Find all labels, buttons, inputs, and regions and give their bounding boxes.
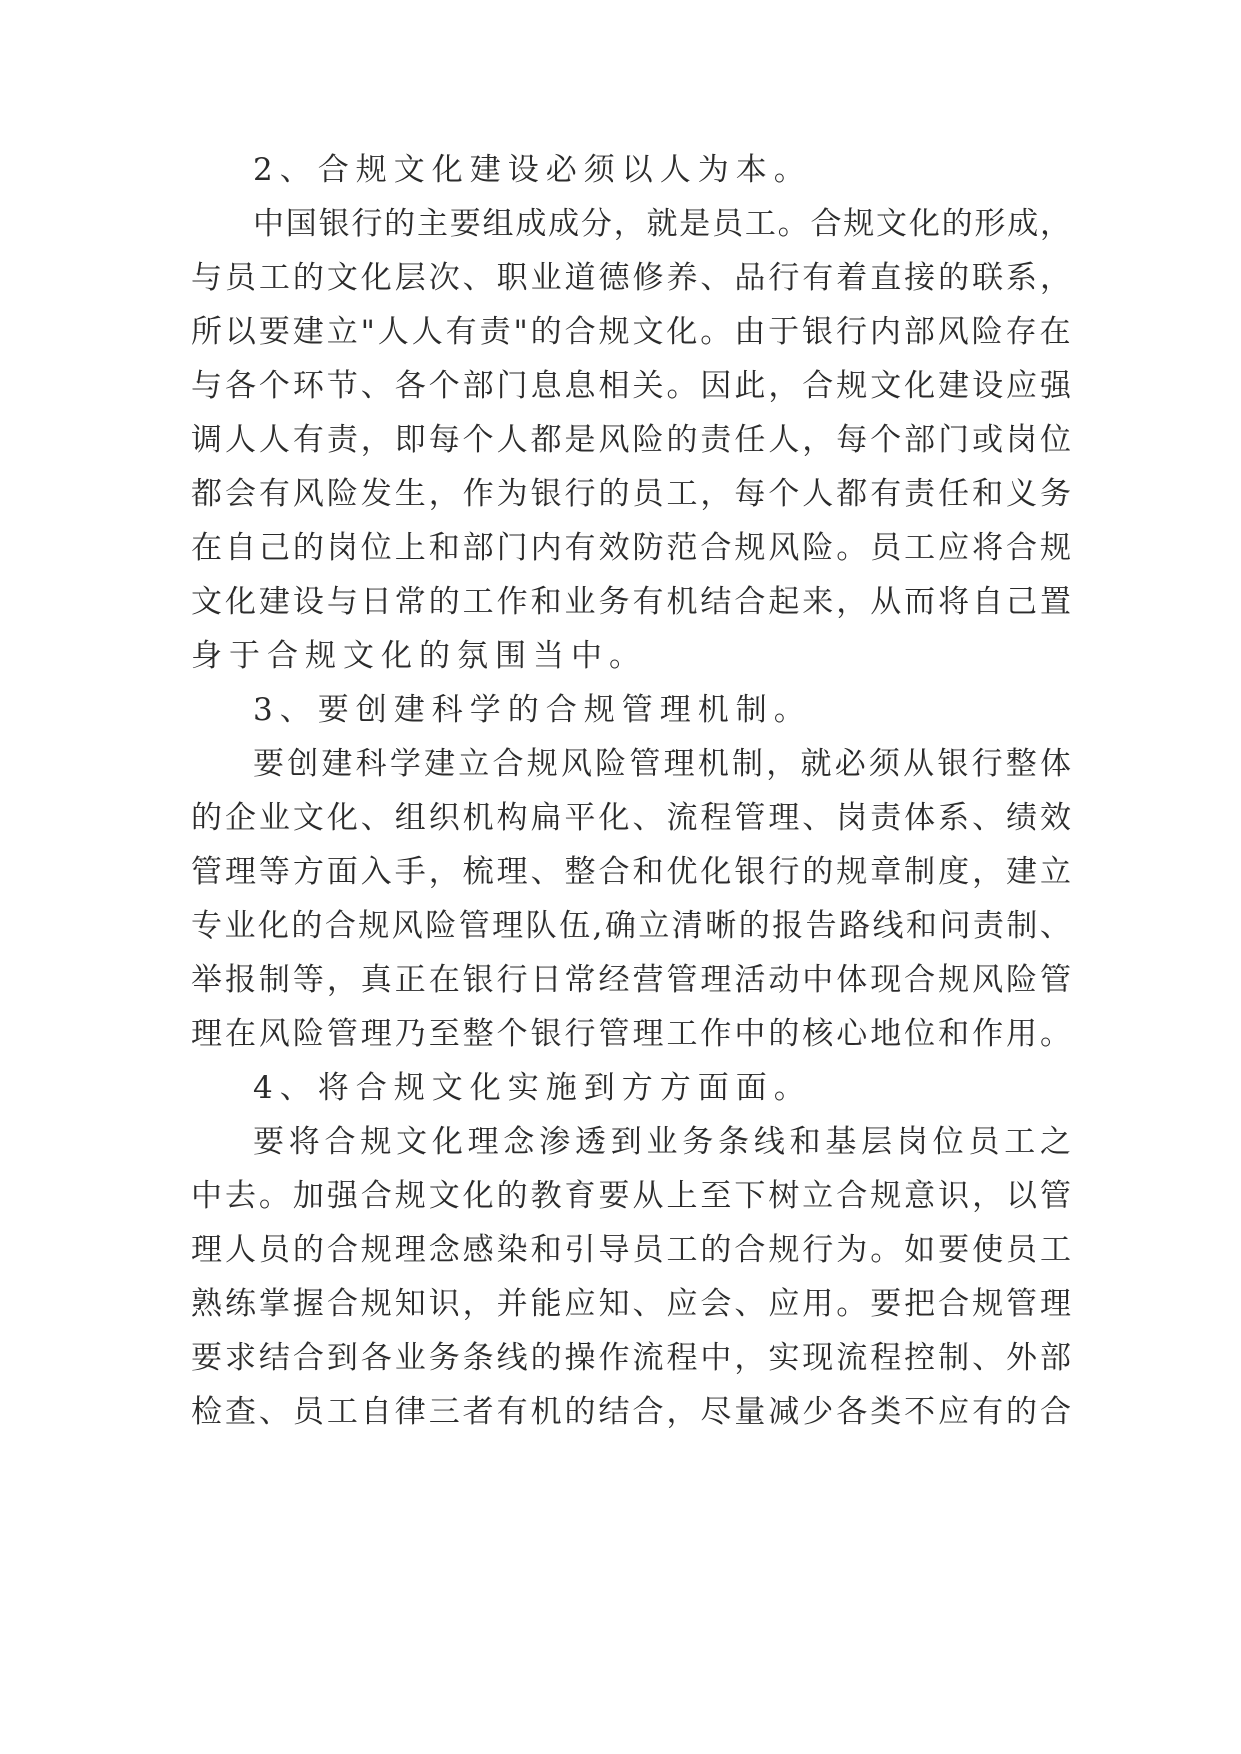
heading-2: 2、合规文化建设必须以人为本。 [253, 152, 812, 188]
paragraph-line: 所以要建立"人人有责"的合规文化。由于银行内部风险存在 [191, 314, 1074, 350]
paragraph-line: 中国银行的主要组成成分，就是员工。合规文化的形成， [253, 206, 1073, 242]
heading-3: 3、要创建科学的合规管理机制。 [253, 692, 812, 728]
paragraph-line: 的企业文化、组织机构扁平化、流程管理、岗责体系、绩效 [191, 800, 1074, 836]
paragraph-line: 都会有风险发生，作为银行的员工，每个人都有责任和义务 [191, 476, 1074, 512]
paragraph-line: 专业化的合规风险管理队伍,确立清晰的报告路线和问责制、 [191, 908, 1074, 944]
paragraph-line: 理人员的合规理念感染和引导员工的合规行为。如要使员工 [191, 1232, 1074, 1268]
heading-4: 4、将合规文化实施到方方面面。 [253, 1070, 812, 1106]
paragraph-line: 调人人有责，即每个人都是风险的责任人，每个部门或岗位 [191, 422, 1074, 458]
paragraph-line: 熟练掌握合规知识，并能应知、应会、应用。要把合规管理 [191, 1286, 1074, 1322]
paragraph-line: 文化建设与日常的工作和业务有机结合起来，从而将自己置 [191, 584, 1074, 620]
paragraph-line: 在自己的岗位上和部门内有效防范合规风险。员工应将合规 [191, 530, 1074, 566]
paragraph-line: 要求结合到各业务条线的操作流程中，实现流程控制、外部 [191, 1340, 1074, 1376]
paragraph-line: 与员工的文化层次、职业道德修养、品行有着直接的联系， [191, 260, 1074, 296]
paragraph-line: 管理等方面入手，梳理、整合和优化银行的规章制度，建立 [191, 854, 1074, 890]
paragraph-line: 身于合规文化的氛围当中。 [191, 638, 647, 674]
paragraph-line: 理在风险管理乃至整个银行管理工作中的核心地位和作用。 [191, 1016, 1074, 1052]
paragraph-line: 要将合规文化理念渗透到业务条线和基层岗位员工之 [253, 1124, 1076, 1160]
paragraph-line: 中去。加强合规文化的教育要从上至下树立合规意识，以管 [191, 1178, 1074, 1214]
paragraph-line: 举报制等，真正在银行日常经营管理活动中体现合规风险管 [191, 962, 1074, 998]
paragraph-line: 检查、员工自律三者有机的结合，尽量减少各类不应有的合 [191, 1394, 1074, 1430]
paragraph-line: 要创建科学建立合规风险管理机制，就必须从银行整体 [253, 746, 1075, 782]
paragraph-line: 与各个环节、各个部门息息相关。因此，合规文化建设应强 [191, 368, 1074, 404]
